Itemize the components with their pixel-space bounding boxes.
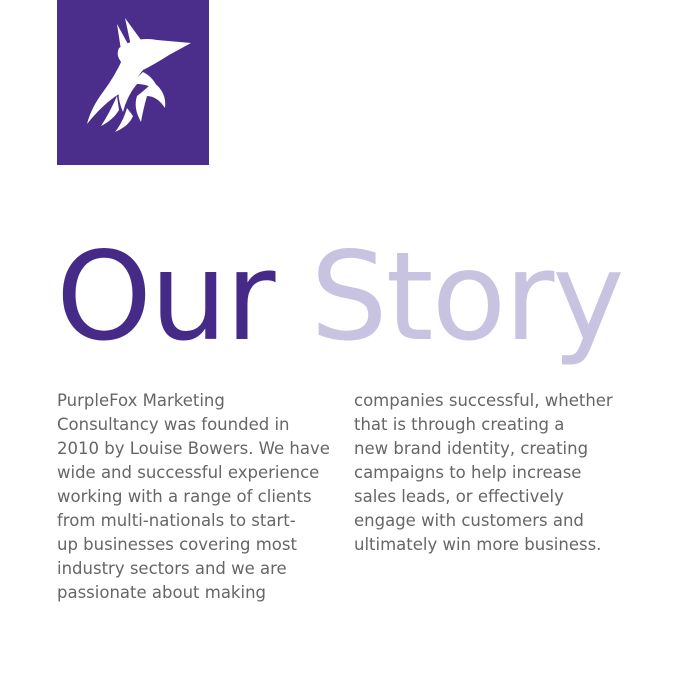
story-line: sales leads, or effectively [354,487,564,506]
story-line: wide and successful experience [57,463,320,482]
story-line: passionate about making [57,583,266,602]
story-line: up businesses covering most [57,535,297,554]
story-line: Consultancy was founded in [57,415,290,434]
story-paragraph-right [354,389,634,557]
title-word-story: Story [310,226,623,368]
story-line: new brand identity, creating [354,439,589,458]
story-line: working with a range of clients [57,487,312,506]
story-line: engage with customers and [354,511,584,530]
story-line: industry sectors and we are [57,559,287,578]
page-title [56,222,623,372]
story-line: that is through creating a [354,415,565,434]
title-word-our: Our [56,226,274,368]
story-line: 2010 by Louise Bowers. We have [57,439,330,458]
story-line: ultimately win more business. [354,535,602,554]
story-line: from multi-nationals to start- [57,511,296,530]
story-paragraph-left [57,389,330,605]
story-line: PurpleFox Marketing [57,391,225,410]
brand-logo [57,0,209,165]
story-line: campaigns to help increase [354,463,582,482]
fox-icon [57,0,209,165]
story-line: companies successful, whether [354,391,613,410]
